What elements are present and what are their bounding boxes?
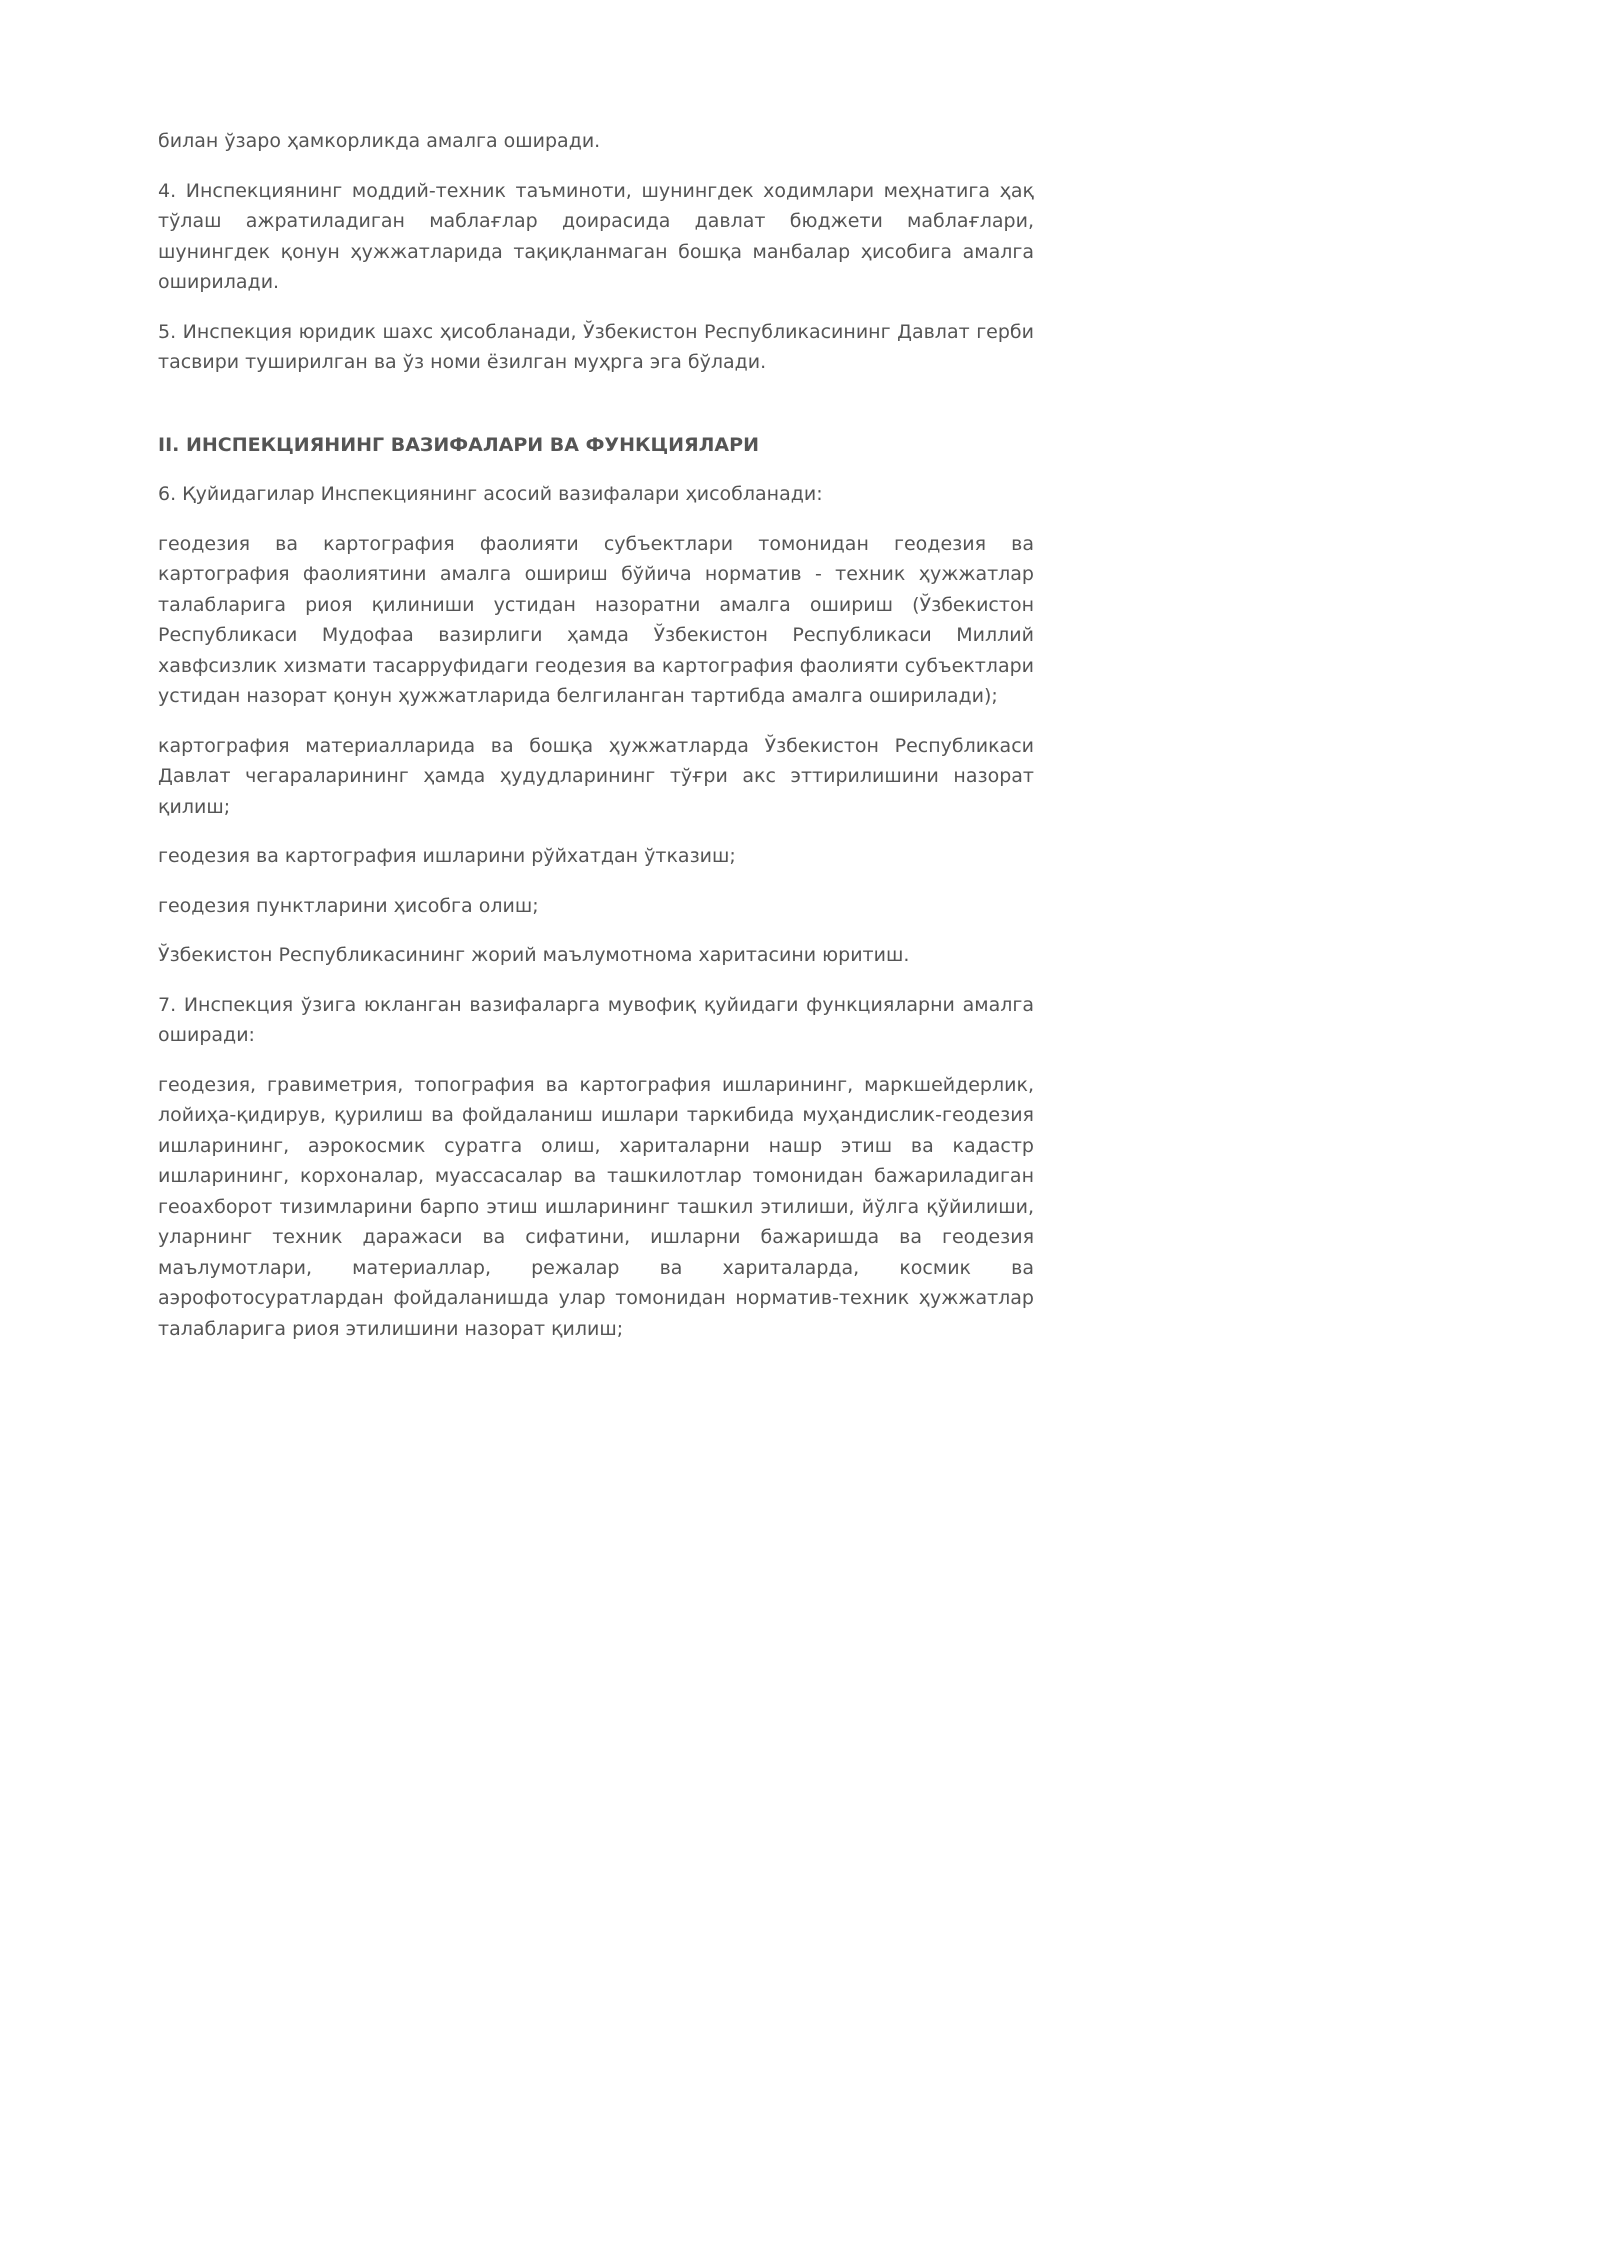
document-body bbox=[158, 126, 1034, 1363]
list-item-function-1: геодезия, гравиметрия, топография ва картография ишларининг, маркшейдерлик, лойиҳа-қидирув, қурилиш ва фойдаланиш ишлари таркибида муҳандислик-геодезия ишларининг, аэрокосмик суратга олиш, хариталарни нашр этиш ва кадастр ишларининг, корхоналар, муассасалар ва ташкилотлар томонидан бажариладиган геоахборот тизимларини барпо этиш ишларининг ташкил этилиши, йўлга қўйилиши, уларнинг техник даражаси ва сифатини, ишларни бажаришда ва геодезия маълумотлари, материаллар, режалар ва хариталарда, космик ва аэрофотосуратлардан фойдаланишда улар томонидан норматив-техник ҳужжатлар талабларига риоя этилишини назорат қилиш; bbox=[158, 1073, 1034, 1340]
section-heading: II. ИНСПЕКЦИЯНИНГ ВАЗИФАЛАРИ ВА ФУНКЦИЯЛАРИ bbox=[158, 433, 759, 456]
paragraph-item-5: 5. Инспекция юридик шахс ҳисобланади, Ўзбекистон Республикасининг Давлат герби тасвири туширилган ва ўз номи ёзилган муҳрга эга бўлади. bbox=[158, 320, 1034, 373]
paragraph-continuation: билан ўзаро ҳамкорликда амалга оширади. bbox=[158, 130, 601, 152]
list-item-task-1: геодезия ва картография фаолияти субъектлари томонидан геодезия ва картография фаолиятини амалга ошириш бўйича норматив - техник ҳужжатлар талабларига риоя қилиниши устидан назоратни амалга ошириш (Ўзбекистон Республикаси Мудофаа вазирлиги ҳамда Ўзбекистон Республикаси Миллий хавфсизлик хизмати тасарруфидаги геодезия ва картография фаолияти субъектлари устидан назорат қонун ҳужжатларида белгиланган тартибда амалга оширилади); bbox=[158, 532, 1034, 707]
list-item-task-5: Ўзбекистон Республикасининг жорий маълумотнома харитасини юритиш. bbox=[158, 944, 910, 966]
list-item-task-4: геодезия пунктларини ҳисобга олиш; bbox=[158, 894, 539, 917]
list-item-task-2: картография материалларида ва бошқа ҳужжатларда Ўзбекистон Республикаси Давлат чегараларининг ҳамда ҳудудларининг тўғри акс эттирилишини назорат қилиш; bbox=[158, 734, 1034, 818]
paragraph-item-4: 4. Инспекциянинг моддий-техник таъминоти, шунингдек ходимлари меҳнатига ҳақ тўлаш ажратиладиган маблағлар доирасида давлат бюджети маблағлари, шунингдек қонун ҳужжатларида тақиқланмаган бошқа манбалар ҳисобига амалга оширилади. bbox=[158, 179, 1034, 293]
paragraph-item-6: 6. Қуйидагилар Инспекциянинг асосий вазифалари ҳисобланади: bbox=[158, 483, 823, 505]
paragraph-item-7: 7. Инспекция ўзига юкланган вазифаларга мувофиқ қуйидаги функцияларни амалга оширади: bbox=[158, 993, 1034, 1046]
document-page bbox=[0, 0, 1108, 1567]
list-item-task-3: геодезия ва картография ишларини рўйхатдан ўтказиш; bbox=[158, 845, 736, 867]
